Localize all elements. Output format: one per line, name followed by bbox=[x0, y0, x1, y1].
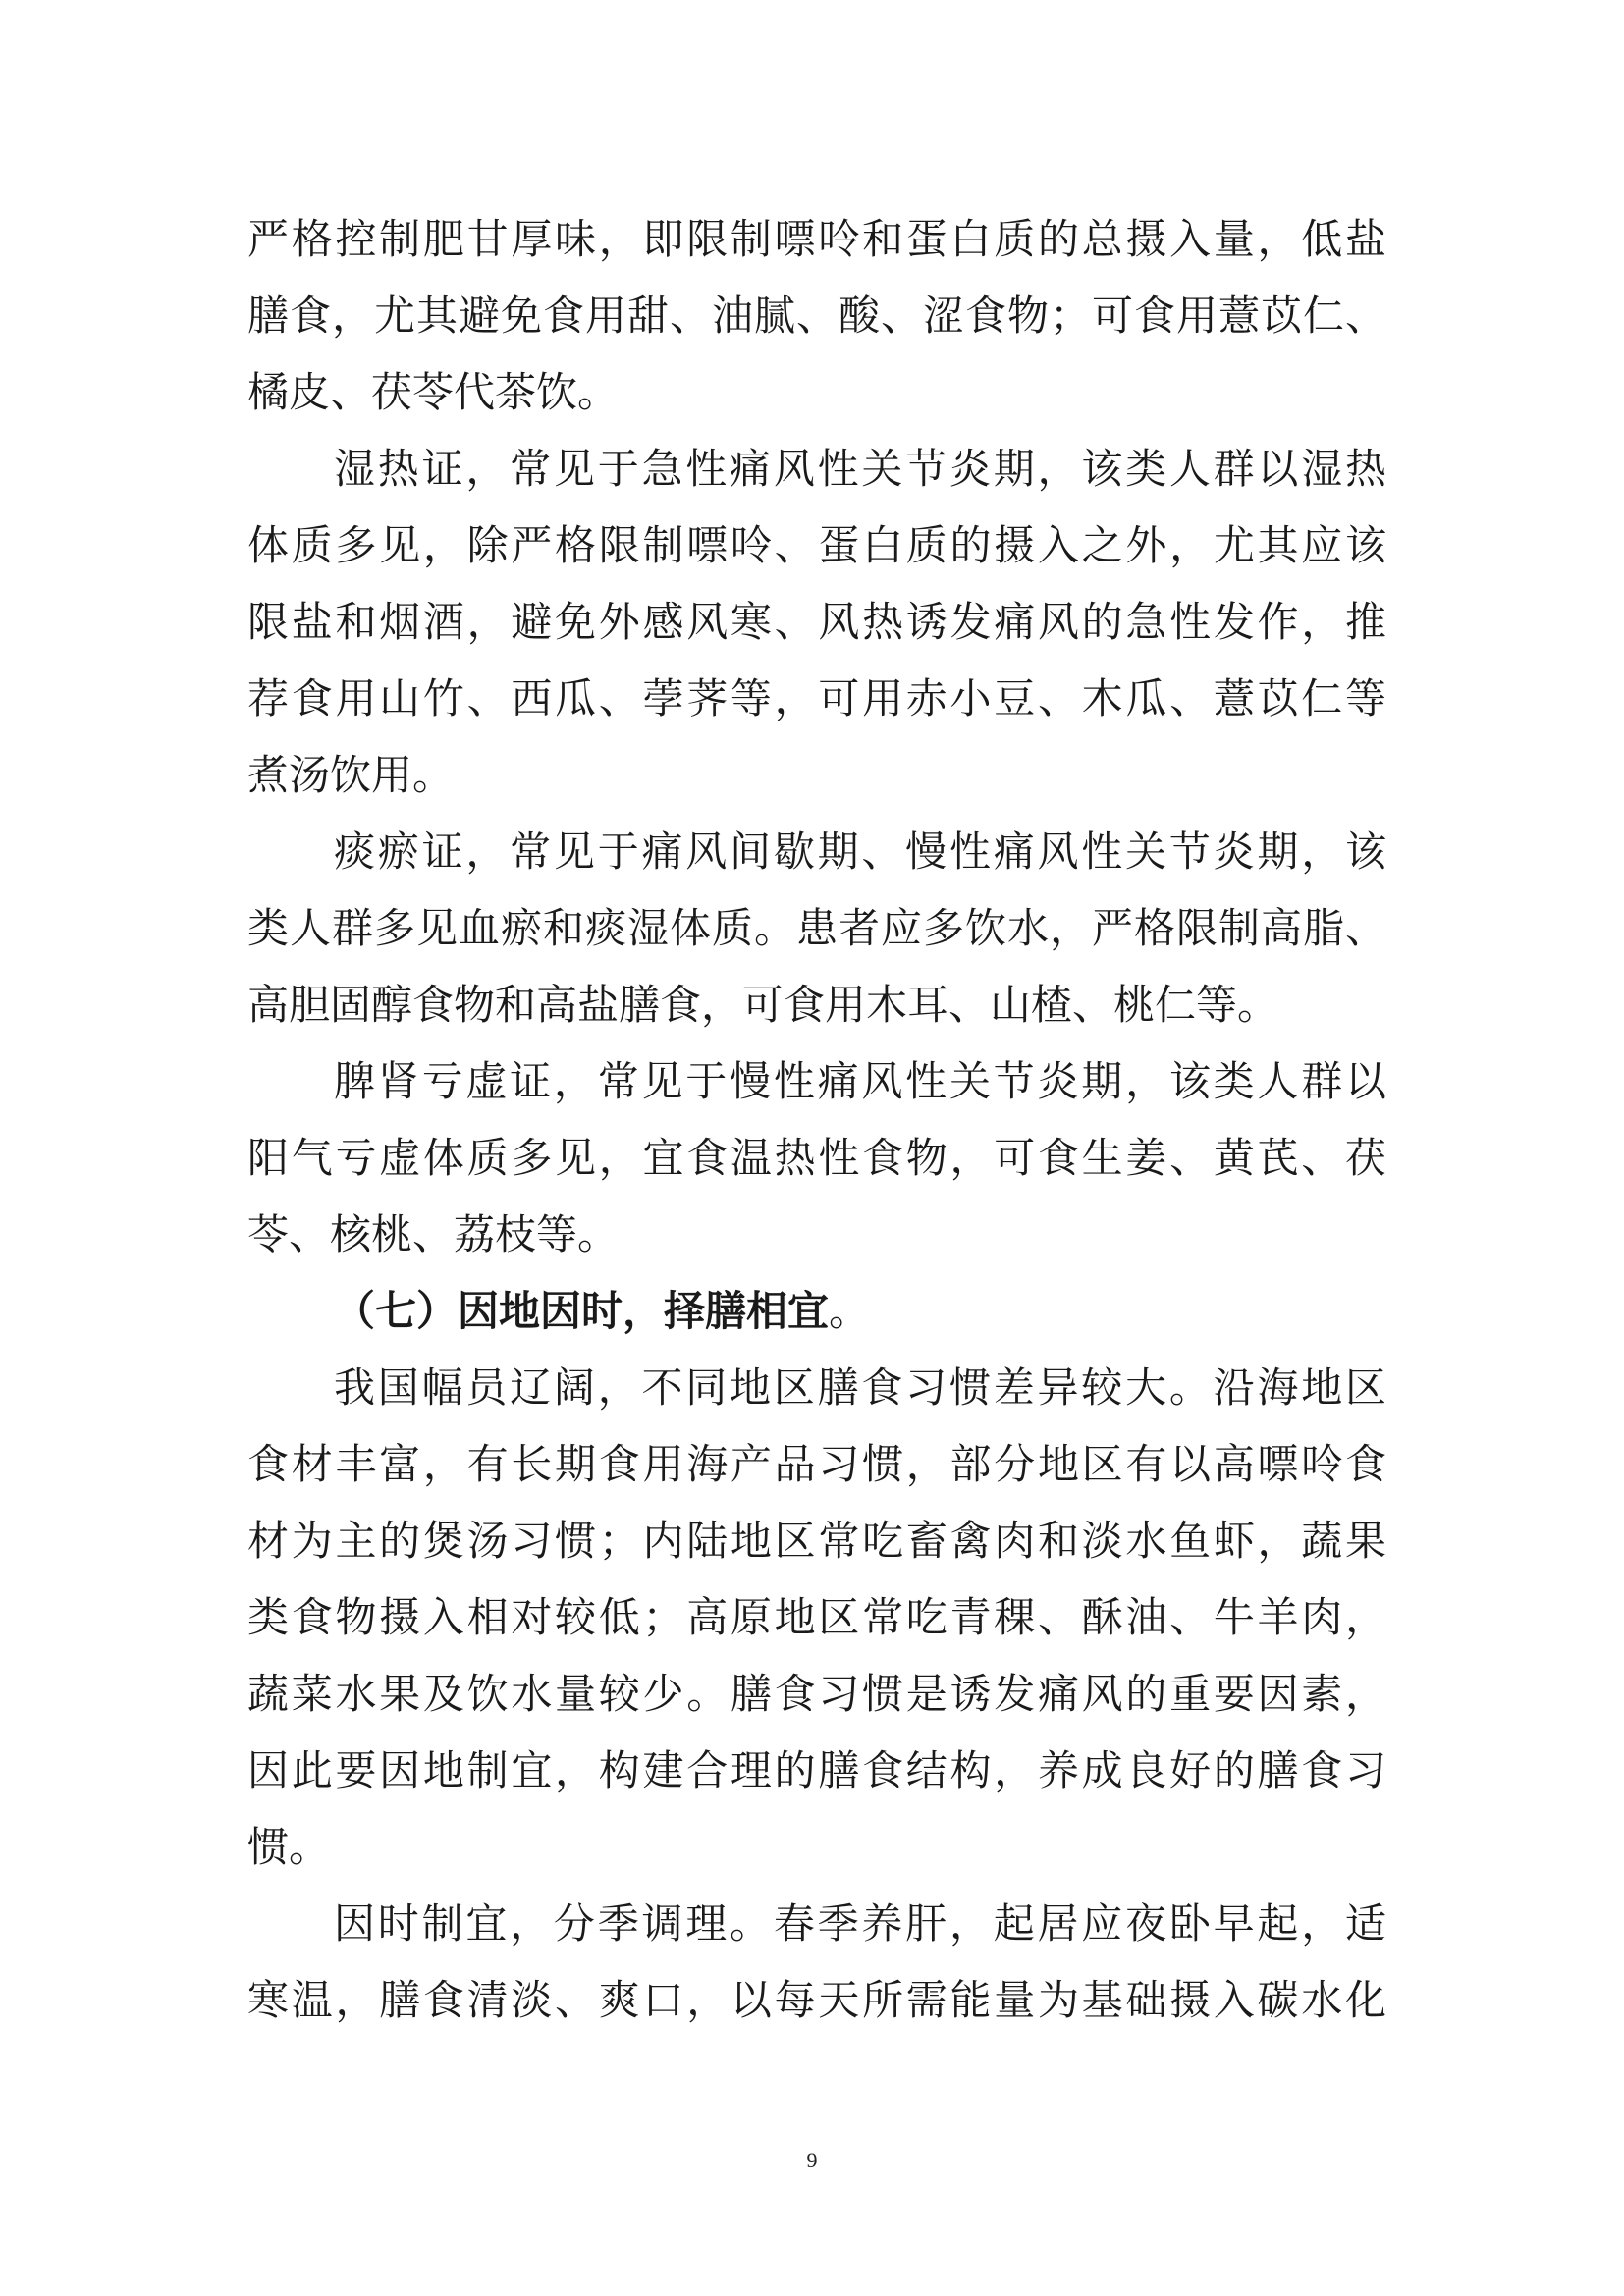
text-line: 类人群多见血瘀和痰湿体质。患者应多饮水，严格限制高脂、 bbox=[247, 904, 1386, 952]
text-line: 因时制宜，分季调理。春季养肝，起居应夜卧早起，适 bbox=[334, 1899, 1386, 1948]
text-line: 荐食用山竹、西瓜、荸荠等，可用赤小豆、木瓜、薏苡仁等 bbox=[247, 674, 1386, 722]
text-line: 痰瘀证，常见于痛风间歇期、慢性痛风性关节炎期，该 bbox=[334, 828, 1386, 876]
text-line: 寒温，膳食清淡、爽口，以每天所需能量为基础摄入碳水化 bbox=[247, 1976, 1386, 2024]
heading-line bbox=[247, 1273, 1386, 1350]
paragraph bbox=[247, 1350, 1386, 1886]
paragraph bbox=[247, 1886, 1386, 2039]
text-line: 类食物摄入相对较低；高原地区常吃青稞、酥油、牛羊肉， bbox=[247, 1593, 1386, 1641]
text-line: 惯。 bbox=[247, 1823, 331, 1871]
text-line: 严格控制肥甘厚味，即限制嘌呤和蛋白质的总摄入量，低盐 bbox=[247, 215, 1386, 263]
text-line: 膳食，尤其避免食用甜、油腻、酸、涩食物；可食用薏苡仁、 bbox=[247, 292, 1386, 340]
text-line: 脾肾亏虚证，常见于慢性痛风性关节炎期，该类人群以 bbox=[334, 1057, 1386, 1105]
text-line: 材为主的煲汤习惯；内陆地区常吃畜禽肉和淡水鱼虾，蔬果 bbox=[247, 1517, 1386, 1565]
text-line: 蔬菜水果及饮水量较少。膳食习惯是诱发痛风的重要因素， bbox=[247, 1670, 1386, 1718]
document-body bbox=[247, 201, 1386, 2039]
page-number: 9 bbox=[806, 2148, 818, 2172]
text-line: 限盐和烟酒，避免外感风寒、风热诱发痛风的急性发作，推 bbox=[247, 598, 1386, 646]
paragraph bbox=[247, 431, 1386, 814]
text-line: 因此要因地制宜，构建合理的膳食结构，养成良好的膳食习 bbox=[247, 1746, 1386, 1794]
text-line: 高胆固醇食物和高盐膳食，可食用木耳、山楂、桃仁等。 bbox=[247, 981, 1279, 1029]
section-heading bbox=[247, 1273, 1386, 1350]
heading-text: （七）因地因时，择膳相宜 bbox=[334, 1287, 830, 1335]
text-line: 橘皮、茯苓代茶饮。 bbox=[247, 368, 620, 416]
text-line: 食材丰富，有长期食用海产品习惯，部分地区有以高嘌呤食 bbox=[247, 1440, 1386, 1488]
heading-punctuation: 。 bbox=[829, 1287, 871, 1335]
text-line: 湿热证，常见于急性痛风性关节炎期，该类人群以湿热 bbox=[334, 445, 1386, 493]
text-line: 阳气亏虚体质多见，宜食温热性食物，可食生姜、黄芪、茯 bbox=[247, 1134, 1386, 1182]
paragraph bbox=[247, 1043, 1386, 1273]
text-line: 苓、核桃、荔枝等。 bbox=[247, 1210, 620, 1258]
paragraph bbox=[247, 814, 1386, 1043]
text-line: 体质多见，除严格限制嘌呤、蛋白质的摄入之外，尤其应该 bbox=[247, 521, 1386, 569]
text-line: 煮汤饮用。 bbox=[247, 751, 455, 799]
text-line: 我国幅员辽阔，不同地区膳食习惯差异较大。沿海地区 bbox=[334, 1363, 1386, 1412]
paragraph bbox=[247, 201, 1386, 431]
